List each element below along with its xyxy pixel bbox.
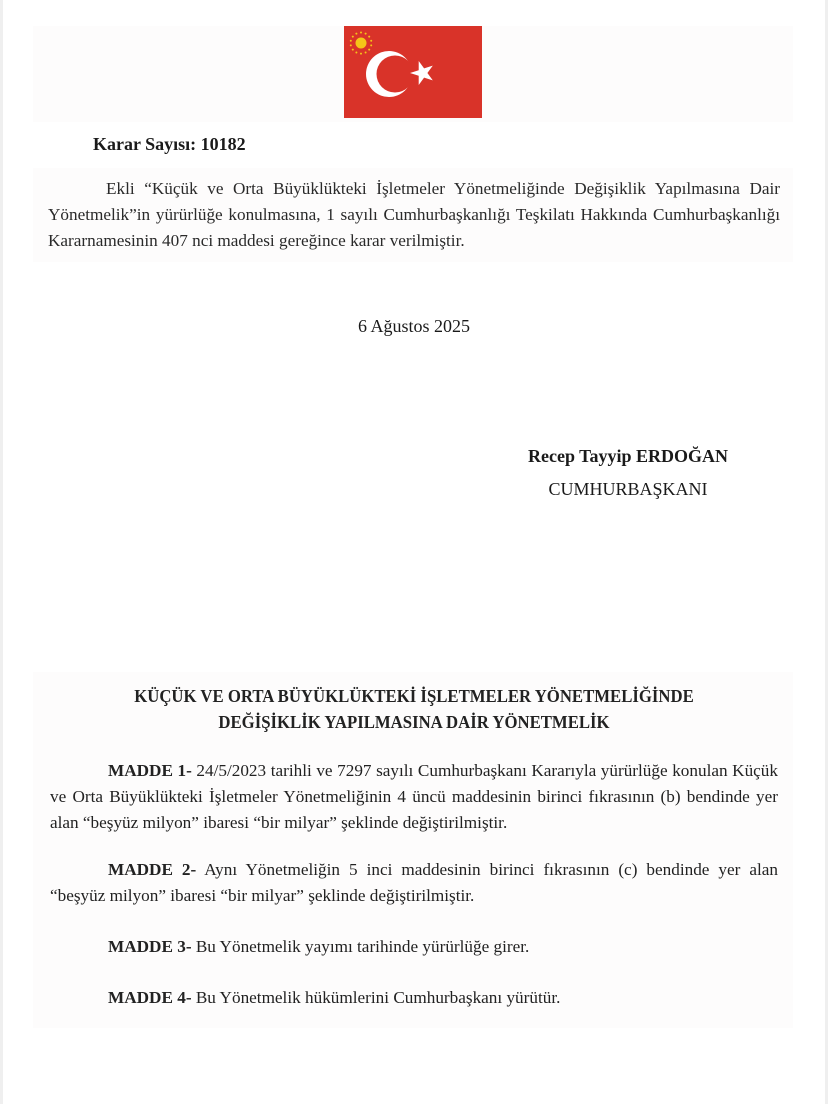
decision-number: Karar Sayısı: 10182: [93, 134, 246, 154]
article-3: [50, 934, 778, 960]
article-label: MADDE 2-: [108, 860, 197, 879]
article-text: Bu Yönetmelik yayımı tarihinde yürürlüğe girer.: [191, 937, 530, 956]
regulation-title-line-1: KÜÇÜK VE ORTA BÜYÜKLÜKTEKİ İŞLETMELER YÖNETMELİĞİNDE: [134, 686, 694, 706]
intro-paragraph: Ekli “Küçük ve Orta Büyüklükteki İşletmeler Yönetmeliğinde Değişiklik Yapılmasına Dair Yönetmelik”in yürürlüğe konulmasına, 1 sayılı Cumhurbaşkanlığı Teşkilatı Hakkında Cumhurbaşkanlığı Kararnamesinin 407 nci maddesi gereğince karar verilmiştir.: [48, 179, 780, 250]
article-label: MADDE 4-: [108, 988, 192, 1007]
article-text: Aynı Yönetmeliğin 5 inci maddesinin birinci fıkrasının (c) bendinde yer alan “beşyüz milyon” ibaresi “bir milyar” şeklinde değiştirilmiştir.: [50, 860, 778, 905]
article-1: [50, 758, 778, 836]
article-text: 24/5/2023 tarihli ve 7297 sayılı Cumhurbaşkanı Kararıyla yürürlüğe konulan Küçük ve Orta Büyüklükteki İşletmeler Yönetmeliğinin 4 üncü maddesinin birinci fıkrasının (b) bendinde yer alan “beşyüz milyon” ibaresi “bir milyar” şeklinde değiştirilmiştir.: [50, 761, 778, 832]
article-4: [50, 985, 778, 1011]
article-label: MADDE 1-: [108, 761, 192, 780]
article-text: Bu Yönetmelik hükümlerini Cumhurbaşkanı yürütür.: [191, 988, 561, 1007]
signer-title: CUMHURBAŞKANI: [548, 479, 708, 499]
regulation-title-line-2: DEĞİŞİKLİK YAPILMASINA DAİR YÖNETMELİK: [218, 712, 610, 732]
turkish-presidential-flag-icon: [344, 26, 482, 118]
decision-date: [0, 316, 828, 337]
regulation-title: [74, 683, 755, 735]
article-label: MADDE 3-: [108, 937, 192, 956]
decision-date-text: 6 Ağustos 2025: [357, 316, 471, 336]
article-2: [50, 857, 778, 909]
signer-name: Recep Tayyip ERDOĞAN: [527, 446, 729, 466]
